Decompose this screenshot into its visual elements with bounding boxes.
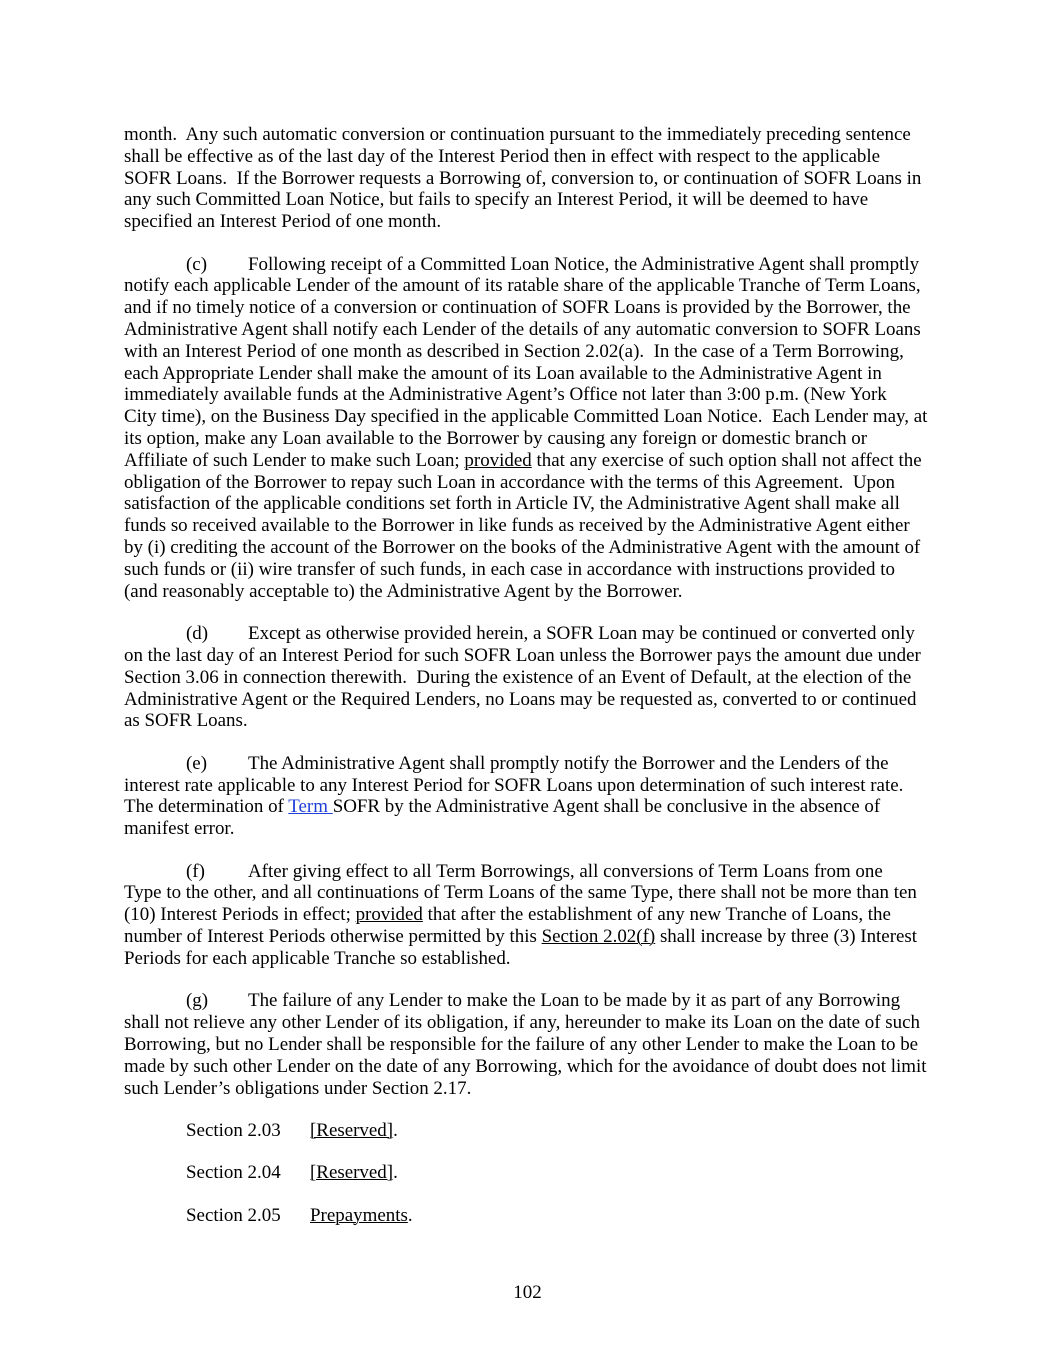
line-text: that any exercise of such option shall not affect the [531,449,922,471]
line-text: SOFR Loans. If the Borrower requests a Borrowing of, conversion to, or continuation of SOFR Loans in [124,167,922,189]
line-text: Type to the other, and all continuations of Term Loans of the same Type, there shall not be more than ten [124,882,917,904]
term-sofr-link[interactable]: Term [288,796,333,818]
paragraph-f [124,861,931,970]
paragraph-label: (g) [186,990,209,1012]
line-text: month. Any such automatic conversion or continuation pursuant to the immediately preceding sentence [124,124,911,145]
paragraph-d [124,623,931,732]
line-text: City time), on the Business Day specified in the applicable Committed Loan Notice. Each Lender may, at [124,406,928,428]
line-text: such funds or (ii) wire transfer of such funds, in each case in accordance with instructions provided to [124,558,895,580]
text-line [124,710,931,732]
section-title: [Reserved] [310,1120,394,1141]
line-text: Periods for each applicable Tranche so established. [124,947,511,969]
line-text: such Lender’s obligations under Section 2.17. [124,1077,472,1099]
line-text: Section 3.06 in connection therewith. During the existence of an Event of Default, at the election of the [124,666,912,688]
line-text: number of Interest Periods otherwise permitted by this [124,926,542,948]
text-line [124,861,931,883]
line-text: on the last day of an Interest Period for such SOFR Loan unless the Borrower pays the amount due under [124,644,921,666]
paragraph-label: (d) [186,623,209,645]
section-heading-2-04 [124,1162,931,1184]
paragraph-g [124,990,931,1099]
line-text: obligation of the Borrower to repay such Loan in accordance with the terms of this Agreement. Upon [124,471,895,493]
line-text: interest rate applicable to any Interest Period for SOFR Loans upon determination of such interest rate. [124,774,904,796]
text-line [124,1034,931,1056]
line-text: with an Interest Period of one month as described in Section 2.02(a). In the case of a Term Borrowing, [124,340,904,362]
text-line [124,275,931,297]
text-line [124,493,931,515]
text-line [124,297,931,319]
paragraph-label: (e) [186,752,208,774]
text-line [124,581,931,603]
page-number: 102 [513,1282,542,1303]
text-line [124,948,931,970]
text-line [124,428,931,450]
text-line [124,319,931,341]
line-text: shall increase by three (3) Interest [655,926,918,948]
section-number: Section 2.04 [186,1162,281,1184]
text-line [124,882,931,904]
text-line [124,753,931,775]
section-title-period: . [393,1162,398,1184]
line-text: notify each applicable Lender of the amount of its ratable share of the applicable Tranche of Term Loans, [124,275,921,297]
line-text: any such Committed Loan Notice, but fails to specify an Interest Period, it will be deemed to have [124,189,869,211]
line-text: and if no timely notice of a conversion or continuation of SOFR Loans is provided by the Borrower, the [124,297,911,319]
text-line [124,1078,931,1100]
line-text: by (i) crediting the account of the Borrower on the books of the Administrative Agent with the amount of [124,537,921,559]
line-text: its option, make any Loan available to the Borrower by causing any foreign or domestic branch or [124,428,868,450]
line-text: (10) Interest Periods in effect; [124,904,356,926]
line-text: Following receipt of a Committed Loan Notice, the Administrative Agent shall promptly [248,253,920,275]
section-title: [Reserved] [310,1162,394,1184]
section-number: Section 2.03 [186,1120,281,1141]
section-heading-2-05 [124,1205,931,1227]
text-line [124,515,931,537]
line-text: immediately available funds at the Administrative Agent’s Office not later than 3:00 p.m. (New York [124,384,887,406]
line-text: made by such other Lender on the date of any Borrowing, which for the avoidance of doubt does not limit [124,1055,927,1077]
text-line [124,623,931,645]
line-text: satisfaction of the applicable conditions set forth in Article IV, the Administrative Agent shall make all [124,493,900,515]
body-text [124,124,931,1247]
text-line [124,406,931,428]
underlined-term: Section 2.02(f) [541,926,656,948]
line-text: Except as otherwise provided herein, a SOFR Loan may be continued or converted only [248,623,915,645]
line-text: Administrative Agent or the Required Lenders, no Loans may be requested as, converted to or continued [124,688,917,710]
text-line [124,689,931,711]
text-line [124,341,931,363]
line-text: Affiliate of such Lender to make such Loan; [124,449,465,471]
section-heading-2-03 [124,1120,931,1142]
underlined-term: provided [355,904,423,926]
text-line [124,211,931,233]
text-line [124,168,931,190]
section-title: Prepayments [310,1204,408,1226]
text-line [124,645,931,667]
text-line [124,146,931,168]
text-line [124,667,931,689]
underlined-term: provided [464,449,532,471]
text-line [124,796,931,818]
line-text: that after the establishment of any new Tranche of Loans, the [422,904,891,926]
section-title-period: . [393,1120,398,1141]
line-text: manifest error. [124,818,235,840]
section-number: Section 2.05 [186,1204,281,1226]
line-text: each Appropriate Lender shall make the amount of its Loan available to the Administrative Agent in [124,362,882,384]
line-text: (and reasonably acceptable to) the Administrative Agent by the Borrower. [124,580,683,602]
text-line [124,1056,931,1078]
line-text: funds so received available to the Borrower in like funds as received by the Administrative Agent either [124,515,910,537]
text-line [124,450,931,472]
section-title-period: . [407,1204,413,1226]
text-line [124,254,931,276]
text-line [124,189,931,211]
line-text: Borrowing, but no Lender shall be responsible for the failure of any other Lender to make the Loan to be [124,1033,919,1055]
text-line [124,775,931,797]
line-text: After giving effect to all Term Borrowings, all conversions of Term Loans from one [248,860,883,882]
text-line [124,926,931,948]
text-line [124,559,931,581]
line-text: shall not relieve any other Lender of its obligation, if any, hereunder to make its Loan on the date of such [124,1012,921,1034]
line-text: as SOFR Loans. [124,710,248,732]
text-line [124,818,931,840]
text-line [124,537,931,559]
line-text: The failure of any Lender to make the Loan to be made by it as part of any Borrowing [248,990,901,1012]
paragraph-label: (f) [186,860,205,882]
paragraph-label: (c) [186,253,208,275]
line-text: shall be effective as of the last day of the Interest Period then in effect with respect to the applicable [124,145,880,167]
text-line [124,363,931,385]
paragraph-continuation [124,124,931,233]
line-text: Administrative Agent shall notify each Lender of the details of any automatic conversion to SOFR Loans [124,319,921,341]
line-text: specified an Interest Period of one month. [124,211,442,233]
paragraph-c [124,254,931,603]
line-text: SOFR by the Administrative Agent shall be conclusive in the absence of [332,796,881,818]
text-line [124,1012,931,1034]
text-line [124,904,931,926]
text-line [124,384,931,406]
line-text: The Administrative Agent shall promptly notify the Borrower and the Lenders of the [248,752,889,774]
line-text: The determination of [124,796,289,818]
paragraph-e [124,753,931,840]
text-line [124,472,931,494]
text-line [124,990,931,1012]
text-line [124,124,931,146]
